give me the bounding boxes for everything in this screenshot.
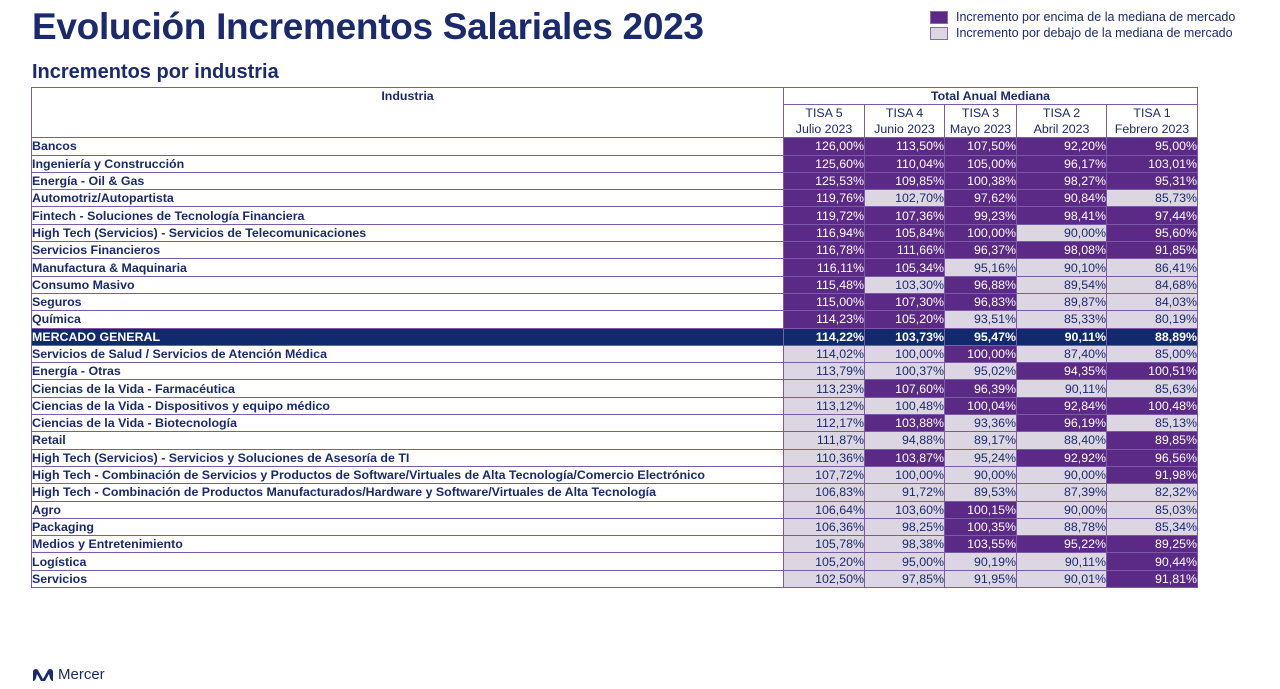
value-cell: 115,48% [784, 276, 865, 293]
value-cell: 92,92% [1017, 449, 1107, 466]
column-header-date: Junio 2023 [874, 122, 935, 137]
value-cell: 105,20% [784, 553, 865, 570]
industry-name: Ciencias de la Vida - Biotecnología [32, 415, 784, 432]
value-cell: 100,00% [865, 466, 945, 483]
value-cell: 89,54% [1017, 276, 1107, 293]
value-cell: 115,00% [784, 293, 865, 310]
value-cell: 96,39% [945, 380, 1017, 397]
value-cell: 110,04% [865, 155, 945, 172]
value-cell: 109,85% [865, 172, 945, 189]
value-cell: 88,40% [1017, 432, 1107, 449]
value-cell: 90,11% [1017, 328, 1107, 345]
value-cell: 113,79% [784, 363, 865, 380]
value-cell: 95,00% [865, 553, 945, 570]
value-cell: 98,08% [1017, 242, 1107, 259]
value-cell: 102,50% [784, 570, 865, 587]
column-header-5 [1107, 105, 1198, 138]
value-cell: 91,85% [1107, 242, 1198, 259]
value-cell: 95,02% [945, 363, 1017, 380]
legend-item-above [930, 9, 1235, 25]
value-cell: 90,84% [1017, 190, 1107, 207]
table-row [32, 138, 1198, 155]
column-header-tisa: TISA 3 [961, 106, 1000, 121]
mercer-brand [32, 666, 105, 683]
column-header-4 [1017, 105, 1107, 138]
value-cell: 85,13% [1107, 415, 1198, 432]
value-cell: 95,16% [945, 259, 1017, 276]
column-header-3 [945, 105, 1017, 138]
value-cell: 113,50% [865, 138, 945, 155]
value-cell: 85,63% [1107, 380, 1198, 397]
table-row [32, 293, 1198, 310]
industry-name: Agro [32, 501, 784, 518]
table-row [32, 484, 1198, 501]
value-cell: 92,20% [1017, 138, 1107, 155]
industry-name: High Tech - Combinación de Productos Manufacturados/Hardware y Software/Virtuales de Alta Tecnología [32, 484, 784, 501]
column-header-2 [865, 105, 945, 138]
column-header-tisa: TISA 5 [805, 106, 843, 121]
page-title: Evolución Incrementos Salariales 2023 [32, 6, 704, 47]
table-row [32, 345, 1198, 362]
industry-name: Energía - Oil & Gas [32, 172, 784, 189]
table-row-mercado-general [32, 328, 1198, 345]
value-cell: 96,83% [945, 293, 1017, 310]
industry-name: Consumo Masivo [32, 276, 784, 293]
value-cell: 91,72% [865, 484, 945, 501]
value-cell: 90,11% [1017, 380, 1107, 397]
value-cell: 103,30% [865, 276, 945, 293]
industry-name: Servicios de Salud / Servicios de Atención Médica [32, 345, 784, 362]
value-cell: 126,00% [784, 138, 865, 155]
value-cell: 96,37% [945, 242, 1017, 259]
value-cell: 103,01% [1107, 155, 1198, 172]
table-row [32, 259, 1198, 276]
industry-name: Ingeniería y Construcción [32, 155, 784, 172]
value-cell: 91,98% [1107, 466, 1198, 483]
table-row [32, 242, 1198, 259]
value-cell: 99,23% [945, 207, 1017, 224]
value-cell: 96,19% [1017, 415, 1107, 432]
value-cell: 107,30% [865, 293, 945, 310]
column-header-tisa: TISA 1 [1133, 106, 1171, 121]
value-cell: 125,60% [784, 155, 865, 172]
value-cell: 88,78% [1017, 518, 1107, 535]
value-cell: 111,87% [784, 432, 865, 449]
salary-increments-table [31, 87, 1198, 588]
industry-name: Fintech - Soluciones de Tecnología Financiera [32, 207, 784, 224]
value-cell: 85,33% [1017, 311, 1107, 328]
value-cell: 90,10% [1017, 259, 1107, 276]
industry-name: High Tech (Servicios) - Servicios y Soluciones de Asesoría de TI [32, 449, 784, 466]
table-row [32, 224, 1198, 241]
value-cell: 97,85% [865, 570, 945, 587]
value-cell: 95,60% [1107, 224, 1198, 241]
table-row [32, 172, 1198, 189]
value-cell: 90,11% [1017, 553, 1107, 570]
industry-name: Manufactura & Maquinaria [32, 259, 784, 276]
legend-swatch-below [930, 27, 948, 40]
value-cell: 102,70% [865, 190, 945, 207]
value-cell: 85,00% [1107, 345, 1198, 362]
value-cell: 103,87% [865, 449, 945, 466]
value-cell: 95,47% [945, 328, 1017, 345]
value-cell: 89,85% [1107, 432, 1198, 449]
table-row [32, 570, 1198, 587]
value-cell: 87,40% [1017, 345, 1107, 362]
value-cell: 89,53% [945, 484, 1017, 501]
value-cell: 89,17% [945, 432, 1017, 449]
value-cell: 85,34% [1107, 518, 1198, 535]
value-cell: 107,50% [945, 138, 1017, 155]
value-cell: 96,56% [1107, 449, 1198, 466]
value-cell: 100,48% [865, 397, 945, 414]
value-cell: 100,51% [1107, 363, 1198, 380]
mercer-logo-icon [32, 668, 54, 682]
legend [930, 9, 1235, 41]
value-cell: 100,38% [945, 172, 1017, 189]
value-cell: 100,37% [865, 363, 945, 380]
value-cell: 96,88% [945, 276, 1017, 293]
value-cell: 98,25% [865, 518, 945, 535]
table-row [32, 207, 1198, 224]
value-cell: 106,64% [784, 501, 865, 518]
value-cell: 90,19% [945, 553, 1017, 570]
value-cell: 105,84% [865, 224, 945, 241]
value-cell: 95,22% [1017, 536, 1107, 553]
industry-name: Química [32, 311, 784, 328]
industry-header: Industria [32, 88, 784, 138]
value-cell: 107,72% [784, 466, 865, 483]
value-cell: 105,78% [784, 536, 865, 553]
value-cell: 96,17% [1017, 155, 1107, 172]
value-cell: 95,31% [1107, 172, 1198, 189]
value-cell: 82,32% [1107, 484, 1198, 501]
column-header-date: Abril 2023 [1033, 122, 1090, 137]
value-cell: 93,36% [945, 415, 1017, 432]
value-cell: 103,60% [865, 501, 945, 518]
value-cell: 97,44% [1107, 207, 1198, 224]
value-cell: 95,00% [1107, 138, 1198, 155]
table-row [32, 276, 1198, 293]
value-cell: 106,83% [784, 484, 865, 501]
value-cell: 105,00% [945, 155, 1017, 172]
value-cell: 105,20% [865, 311, 945, 328]
industry-name: Servicios [32, 570, 784, 587]
table-row [32, 380, 1198, 397]
value-cell: 100,04% [945, 397, 1017, 414]
industry-name: Retail [32, 432, 784, 449]
table-row [32, 363, 1198, 380]
industry-name: High Tech (Servicios) - Servicios de Telecomunicaciones [32, 224, 784, 241]
table-row [32, 311, 1198, 328]
value-cell: 84,03% [1107, 293, 1198, 310]
value-cell: 98,41% [1017, 207, 1107, 224]
value-cell: 100,35% [945, 518, 1017, 535]
value-cell: 88,89% [1107, 328, 1198, 345]
industry-name: Ciencias de la Vida - Dispositivos y equipo médico [32, 397, 784, 414]
value-cell: 94,35% [1017, 363, 1107, 380]
value-cell: 107,36% [865, 207, 945, 224]
value-cell: 86,41% [1107, 259, 1198, 276]
value-cell: 114,02% [784, 345, 865, 362]
total-anual-mediana-header: Total Anual Mediana [784, 88, 1198, 105]
value-cell: 95,24% [945, 449, 1017, 466]
table-row [32, 518, 1198, 535]
value-cell: 107,60% [865, 380, 945, 397]
table-row [32, 536, 1198, 553]
column-header-tisa: TISA 4 [885, 106, 924, 121]
value-cell: 111,66% [865, 242, 945, 259]
value-cell: 116,94% [784, 224, 865, 241]
value-cell: 103,55% [945, 536, 1017, 553]
value-cell: 100,00% [945, 345, 1017, 362]
industry-name: Seguros [32, 293, 784, 310]
value-cell: 119,72% [784, 207, 865, 224]
industry-name: Energía - Otras [32, 363, 784, 380]
value-cell: 100,15% [945, 501, 1017, 518]
value-cell: 114,23% [784, 311, 865, 328]
industry-name: Automotriz/Autopartista [32, 190, 784, 207]
mercer-brand-text: Mercer [58, 666, 105, 683]
industry-name: Logística [32, 553, 784, 570]
value-cell: 90,00% [1017, 224, 1107, 241]
table-row [32, 501, 1198, 518]
column-header-date: Julio 2023 [795, 122, 853, 137]
value-cell: 98,38% [865, 536, 945, 553]
value-cell: 91,95% [945, 570, 1017, 587]
column-header-tisa: TISA 2 [1042, 106, 1081, 121]
value-cell: 116,11% [784, 259, 865, 276]
table-row [32, 155, 1198, 172]
value-cell: 85,73% [1107, 190, 1198, 207]
column-header-date: Febrero 2023 [1114, 122, 1190, 137]
value-cell: 92,84% [1017, 397, 1107, 414]
table-row [32, 432, 1198, 449]
legend-label-above: Incremento por encima de la mediana de mercado [956, 10, 1236, 24]
value-cell: 100,00% [865, 345, 945, 362]
value-cell: 100,00% [945, 224, 1017, 241]
value-cell: 112,17% [784, 415, 865, 432]
industry-name: Ciencias de la Vida - Farmacéutica [32, 380, 784, 397]
column-header-1 [784, 105, 865, 138]
value-cell: 125,53% [784, 172, 865, 189]
value-cell: 94,88% [865, 432, 945, 449]
value-cell: 85,03% [1107, 501, 1198, 518]
value-cell: 90,00% [1017, 466, 1107, 483]
value-cell: 105,34% [865, 259, 945, 276]
industry-name: Servicios Financieros [32, 242, 784, 259]
value-cell: 103,88% [865, 415, 945, 432]
value-cell: 89,87% [1017, 293, 1107, 310]
industry-name: Packaging [32, 518, 784, 535]
industry-name: High Tech - Combinación de Servicios y Productos de Software/Virtuales de Alta Tecnología/Comercio Electrónico [32, 466, 784, 483]
value-cell: 103,73% [865, 328, 945, 345]
value-cell: 87,39% [1017, 484, 1107, 501]
value-cell: 90,44% [1107, 553, 1198, 570]
value-cell: 113,23% [784, 380, 865, 397]
page-subtitle: Incrementos por industria [32, 61, 279, 83]
table-row [32, 466, 1198, 483]
industry-name: MERCADO GENERAL [32, 328, 784, 345]
table-row [32, 397, 1198, 414]
table-row [32, 190, 1198, 207]
value-cell: 114,22% [784, 328, 865, 345]
value-cell: 93,51% [945, 311, 1017, 328]
value-cell: 89,25% [1107, 536, 1198, 553]
column-header-date: Mayo 2023 [949, 122, 1012, 137]
value-cell: 91,81% [1107, 570, 1198, 587]
legend-swatch-above [930, 11, 948, 24]
legend-label-below: Incremento por debajo de la mediana de mercado [956, 26, 1233, 40]
industry-name: Bancos [32, 138, 784, 155]
value-cell: 90,00% [945, 466, 1017, 483]
industry-name: Medios y Entretenimiento [32, 536, 784, 553]
value-cell: 90,01% [1017, 570, 1107, 587]
value-cell: 98,27% [1017, 172, 1107, 189]
table-row [32, 449, 1198, 466]
value-cell: 119,76% [784, 190, 865, 207]
value-cell: 116,78% [784, 242, 865, 259]
table-row [32, 553, 1198, 570]
value-cell: 97,62% [945, 190, 1017, 207]
table-row [32, 415, 1198, 432]
value-cell: 110,36% [784, 449, 865, 466]
value-cell: 113,12% [784, 397, 865, 414]
value-cell: 90,00% [1017, 501, 1107, 518]
value-cell: 106,36% [784, 518, 865, 535]
legend-item-below [930, 25, 1235, 41]
value-cell: 84,68% [1107, 276, 1198, 293]
value-cell: 80,19% [1107, 311, 1198, 328]
value-cell: 100,48% [1107, 397, 1198, 414]
